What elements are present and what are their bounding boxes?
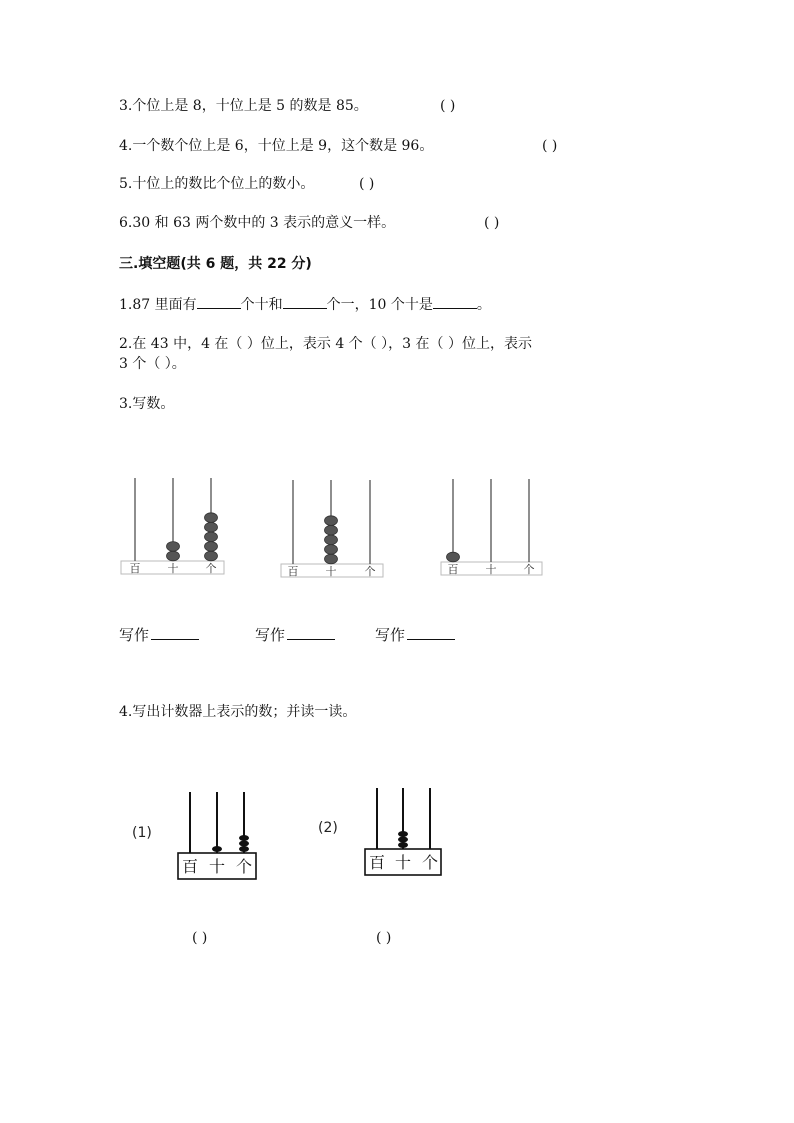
- abacus-place-label: 百: [287, 565, 299, 578]
- abacus-bead: [205, 513, 218, 523]
- counter-2: [318, 788, 441, 875]
- counter-bead: [239, 835, 249, 841]
- abacus-bead: [325, 535, 338, 545]
- fill-q1-part-d: 。: [476, 297, 491, 313]
- counter-place-label: 个: [421, 853, 439, 872]
- abacus-bead: [167, 551, 180, 561]
- abacus-place-label: 个: [205, 562, 217, 575]
- abacus-bead: [205, 522, 218, 532]
- section-title: 三.填空题(共 6 题，共 22 分): [119, 256, 312, 272]
- abacus-bead: [447, 552, 460, 562]
- counter-bead: [239, 846, 249, 852]
- write-as-1: [119, 624, 199, 645]
- judge-question-6: 6.30 和 63 两个数中的 3 表示的意义一样。: [119, 215, 396, 231]
- abacus-place-label: 十: [485, 563, 497, 576]
- answer-paren-counter-2[interactable]: ( ): [376, 930, 392, 946]
- counter-bead: [398, 831, 408, 837]
- judge-question-4: 4.一个数个位上是 6，十位上是 9，这个数是 96。: [119, 138, 434, 154]
- answer-paren-6[interactable]: ( ): [484, 215, 500, 231]
- counter-label: (1): [132, 825, 152, 841]
- write-label: 写作: [255, 626, 286, 644]
- write-blank[interactable]: [407, 625, 455, 640]
- abacus-1: [121, 478, 224, 575]
- fill-q1-part-b: 个十和: [240, 297, 283, 313]
- counter-bead: [398, 837, 408, 843]
- counter-place-label: 百: [181, 857, 199, 876]
- fill-question-4: 4.写出计数器上表示的数；并读一读。: [119, 704, 357, 720]
- abacus-bead: [205, 551, 218, 561]
- counter-place-label: 百: [368, 853, 386, 872]
- fill-blank[interactable]: [197, 294, 241, 309]
- counter-place-label: 十: [208, 857, 226, 876]
- abacus-bead: [325, 525, 338, 535]
- write-as-2: [255, 624, 335, 645]
- counter-bead: [398, 842, 408, 848]
- fill-q1-part-a: 1.87 里面有: [119, 297, 197, 313]
- answer-paren-3[interactable]: ( ): [440, 98, 456, 114]
- counter-place-label: 个: [235, 857, 253, 876]
- abacus-bead: [325, 516, 338, 526]
- fill-question-2-line-2: 3 个（ ）。: [119, 356, 186, 372]
- abacus-place-label: 百: [129, 562, 141, 575]
- abacus-bead: [205, 532, 218, 542]
- write-label: 写作: [119, 626, 150, 644]
- abacus-bead: [325, 554, 338, 564]
- counter-bead: [239, 841, 249, 847]
- counter-label: (2): [318, 820, 338, 836]
- fill-question-2-line-1: 2.在 43 中，4 在（ ）位上，表示 4 个（ ），3 在（ ）位上，表示: [119, 336, 532, 352]
- abacus-place-label: 十: [167, 562, 179, 575]
- fill-question-1: [119, 294, 491, 315]
- abacus-bead: [325, 545, 338, 555]
- write-as-3: [375, 624, 455, 645]
- counter-figures: [0, 780, 794, 890]
- fill-q1-part-c: 个一，10 个十是: [326, 297, 433, 313]
- abacus-bead: [205, 542, 218, 552]
- abacus-place-label: 个: [523, 563, 535, 576]
- judge-question-5: 5.十位上的数比个位上的数小。: [119, 176, 315, 192]
- fill-blank[interactable]: [283, 294, 327, 309]
- answer-paren-5[interactable]: ( ): [359, 176, 375, 192]
- abacus-place-label: 十: [325, 565, 337, 578]
- answer-paren-counter-1[interactable]: ( ): [192, 930, 208, 946]
- counter-bead: [212, 846, 222, 852]
- abacus-place-label: 个: [364, 565, 376, 578]
- counter-1: [132, 792, 256, 879]
- abacus-figures: [0, 470, 794, 585]
- judge-question-3: 3.个位上是 8，十位上是 5 的数是 85。: [119, 98, 368, 114]
- write-blank[interactable]: [287, 625, 335, 640]
- write-label: 写作: [375, 626, 406, 644]
- fill-question-3: 3.写数。: [119, 396, 175, 412]
- abacus-bead: [167, 542, 180, 552]
- write-blank[interactable]: [151, 625, 199, 640]
- abacus-2: [281, 480, 383, 578]
- answer-paren-4[interactable]: ( ): [542, 138, 558, 154]
- fill-blank[interactable]: [433, 294, 477, 309]
- counter-place-label: 十: [394, 853, 412, 872]
- abacus-3: [441, 479, 542, 576]
- abacus-place-label: 百: [447, 563, 459, 576]
